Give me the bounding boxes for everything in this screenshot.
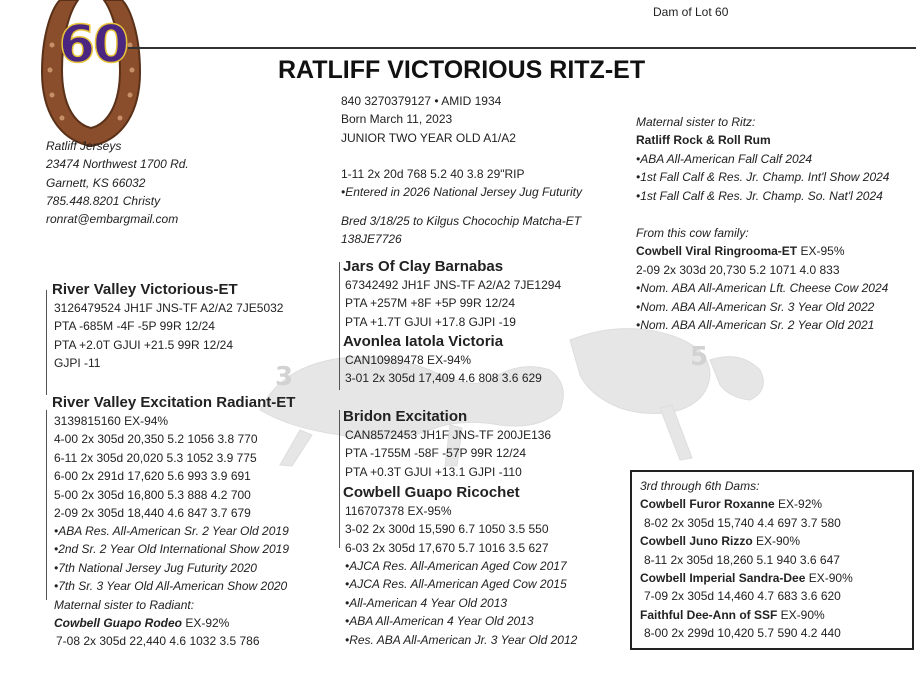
sire-line: 3126479524 JH1F JNS-TF A2/A2 7JE5032	[54, 301, 284, 315]
dam-honor: •2nd Sr. 2 Year Old International Show 2019	[54, 542, 290, 557]
dam-dam-name: Cowbell Guapo Ricochet	[343, 484, 520, 501]
animal-ids: 840 3270379127 • AMID 1934	[341, 94, 502, 108]
sire-dam-line: 3-01 2x 305d 17,409 4.6 808 3.6 629	[345, 371, 542, 386]
dam-dam-line: 116707378 EX-95%	[345, 504, 452, 518]
maternal-sister-label: Maternal sister to Ritz:	[636, 115, 756, 129]
sire-name: River Valley Victorious-ET	[52, 281, 238, 298]
dam-sister-name: Cowbell Guapo Rodeo	[54, 616, 182, 631]
consignor-block	[46, 137, 189, 228]
dam-dam-details	[345, 502, 549, 557]
box-dam-name: Cowbell Juno Rizzo	[640, 534, 753, 549]
consignor-city: Garnett, KS 66032	[46, 175, 146, 190]
box-dam-header	[640, 495, 853, 513]
sire-sire-line: 67342492 JH1F JNS-TF A2/A2 7JE1294	[345, 278, 562, 292]
header-rule	[128, 47, 916, 49]
dam-honors	[54, 522, 289, 651]
cow-family-name: Cowbell Viral Ringrooma-ET	[636, 244, 798, 259]
dam-line: 6-11 2x 305d 20,020 5.3 1052 3.9 775	[54, 450, 257, 465]
maternal-sister-honor: •1st Fall Calf & Res. Jr. Champ. Int'l Show 2024	[636, 170, 890, 185]
consignor-phone: 785.448.8201 Christy	[46, 193, 161, 208]
maternal-sister-honor: •ABA All-American Fall Calf 2024	[636, 151, 813, 166]
box-dam-score: EX-92%	[774, 497, 823, 512]
dam-sister-score: EX-92%	[182, 616, 230, 631]
cow-family-honor: •Nom. ABA All-American Lft. Cheese Cow 2024	[636, 281, 889, 296]
box-dam-record: 8-02 2x 305d 15,740 4.4 697 3.7 580	[644, 515, 841, 530]
dam-dam-honors	[345, 557, 577, 649]
dam-sire-details	[345, 426, 551, 481]
box-dam-header	[640, 606, 853, 624]
dam-line: 4-00 2x 305d 20,350 5.2 1056 3.8 770	[54, 432, 258, 447]
dam-line: 3139815160 EX-94%	[54, 414, 169, 428]
maternal-sister-name: Ratliff Rock & Roll Rum	[636, 133, 771, 148]
consignor-address: 23474 Northwest 1700 Rd.	[46, 157, 189, 172]
dam-dam-line: 3-02 2x 300d 15,590 6.7 1050 3.5 550	[345, 522, 549, 537]
dam-line: 6-00 2x 291d 17,620 5.6 993 3.9 691	[54, 469, 251, 484]
box-dam-record: 7-09 2x 305d 14,460 4.7 683 3.6 620	[644, 589, 841, 604]
maternal-sister-honor: •1st Fall Calf & Res. Jr. Champ. So. Nat'l 2024	[636, 188, 883, 203]
dam-sister-label: Maternal sister to Radiant:	[54, 597, 195, 612]
dam-dam-honor: •ABA All-American 4 Year Old 2013	[345, 614, 534, 629]
pedigree-bracket-dam	[46, 410, 47, 600]
pedigree-bracket-sire-sire	[339, 262, 340, 390]
bred-line-1: Bred 3/18/25 to Kilgus Chocochip Matcha-ET	[341, 214, 582, 228]
sire-sire-name: Jars Of Clay Barnabas	[343, 258, 504, 275]
cow-family-header	[636, 242, 888, 260]
box-dam-score: EX-90%	[805, 571, 853, 586]
pedigree-bracket-sire	[46, 290, 47, 395]
svg-text:5: 5	[690, 342, 709, 372]
cow-family-record: 2-09 2x 303d 20,730 5.2 1071 4.0 833	[636, 262, 840, 277]
page-title: RATLIFF VICTORIOUS RITZ-ET	[278, 56, 646, 84]
dams-box-label: 3rd through 6th Dams:	[640, 479, 760, 493]
box-dam-header	[640, 569, 853, 587]
box-dam-record: 8-11 2x 305d 18,260 5.1 940 3.6 647	[644, 552, 840, 567]
dam-dam-honor: •AJCA Res. All-American Aged Cow 2015	[345, 577, 567, 592]
sire-sire-line: PTA +257M +8F +5P 99R 12/24	[345, 296, 516, 311]
box-dam-record: 8-00 2x 299d 10,420 5.7 590 4.2 440	[644, 626, 841, 641]
animal-born: Born March 11, 2023	[341, 112, 453, 127]
sire-details	[54, 299, 283, 373]
dam-details	[54, 412, 258, 522]
svg-text:3: 3	[275, 362, 294, 392]
animal-info	[341, 92, 516, 147]
sire-line: PTA -685M -4F -5P 99R 12/24	[54, 319, 215, 334]
box-dam-name: Cowbell Imperial Sandra-Dee	[640, 571, 806, 586]
sire-line: PTA +2.0T GJUI +21.5 99R 12/24	[54, 337, 233, 352]
dam-dam-honor: •AJCA Res. All-American Aged Cow 2017	[345, 559, 567, 573]
dam-sire-line: PTA -1755M -58F -57P 99R 12/24	[345, 446, 526, 461]
consignor-name: Ratliff Jerseys	[46, 139, 122, 153]
dam-dam-line: 6-03 2x 305d 17,670 5.7 1016 3.5 627	[345, 540, 549, 555]
sire-dam-name: Avonlea Iatola Victoria	[343, 333, 504, 350]
dams-box	[630, 470, 914, 650]
maternal-sister-block	[636, 113, 889, 205]
lot-number: 60	[58, 15, 128, 75]
dam-honor: •7th National Jersey Jug Futurity 2020	[54, 560, 257, 575]
dams-box-content	[640, 477, 853, 643]
box-dam-name: Cowbell Furor Roxanne	[640, 497, 775, 512]
animal-entered: •Entered in 2026 National Jersey Jug Futurity	[341, 185, 582, 199]
dam-line: 2-09 2x 305d 18,440 4.6 847 3.7 679	[54, 506, 251, 521]
box-dam-score: EX-90%	[752, 534, 801, 549]
sire-line: GJPI -11	[54, 356, 101, 371]
cow-family-honor: •Nom. ABA All-American Sr. 2 Year Old 2021	[636, 318, 875, 333]
dam-honor: •7th Sr. 3 Year Old All-American Show 2020	[54, 579, 288, 594]
box-dam-name: Faithful Dee-Ann of SSF	[640, 607, 778, 622]
cow-family-label: From this cow family:	[636, 226, 749, 240]
animal-class: JUNIOR TWO YEAR OLD A1/A2	[341, 130, 516, 145]
dam-sister-record: 7-08 2x 305d 22,440 4.6 1032 3.5 786	[56, 634, 260, 649]
bred-line-2: 138JE7726	[341, 232, 402, 247]
cow-family-block	[636, 224, 888, 334]
dam-dam-honor: •All-American 4 Year Old 2013	[345, 595, 508, 610]
dam-name: River Valley Excitation Radiant-ET	[52, 394, 296, 411]
sire-dam-details	[345, 351, 542, 388]
cow-family-honor: •Nom. ABA All-American Sr. 3 Year Old 2022	[636, 299, 875, 314]
animal-record: 1-11 2x 20d 768 5.2 40 3.8 29"RIP	[341, 167, 525, 181]
dam-of-lot: Dam of Lot 60	[653, 5, 729, 19]
consignor-email: ronrat@embargmail.com	[46, 212, 179, 227]
dam-sire-name: Bridon Excitation	[343, 408, 468, 425]
dam-sister	[54, 614, 289, 632]
cow-family-score: EX-95%	[797, 244, 845, 259]
animal-bred	[341, 212, 581, 249]
sire-sire-line: PTA +1.7T GJUI +17.8 GJPI -19	[345, 314, 516, 329]
dam-honor: •ABA Res. All-American Sr. 2 Year Old 2019	[54, 524, 289, 538]
box-dam-score: EX-90%	[777, 607, 825, 622]
sire-dam-line: CAN10989478 EX-94%	[345, 353, 472, 367]
dam-sire-line: CAN8572453 JH1F JNS-TF 200JE136	[345, 428, 552, 442]
dam-line: 5-00 2x 305d 16,800 5.3 888 4.2 700	[54, 487, 251, 502]
box-dam-header	[640, 532, 853, 550]
dam-sire-line: PTA +0.3T GJUI +13.1 GJPI -110	[345, 464, 522, 479]
pedigree-bracket-dam-sire	[339, 410, 340, 548]
sire-sire-details	[345, 276, 561, 331]
dam-dam-honor: •Res. ABA All-American Jr. 3 Year Old 2012	[345, 632, 578, 647]
